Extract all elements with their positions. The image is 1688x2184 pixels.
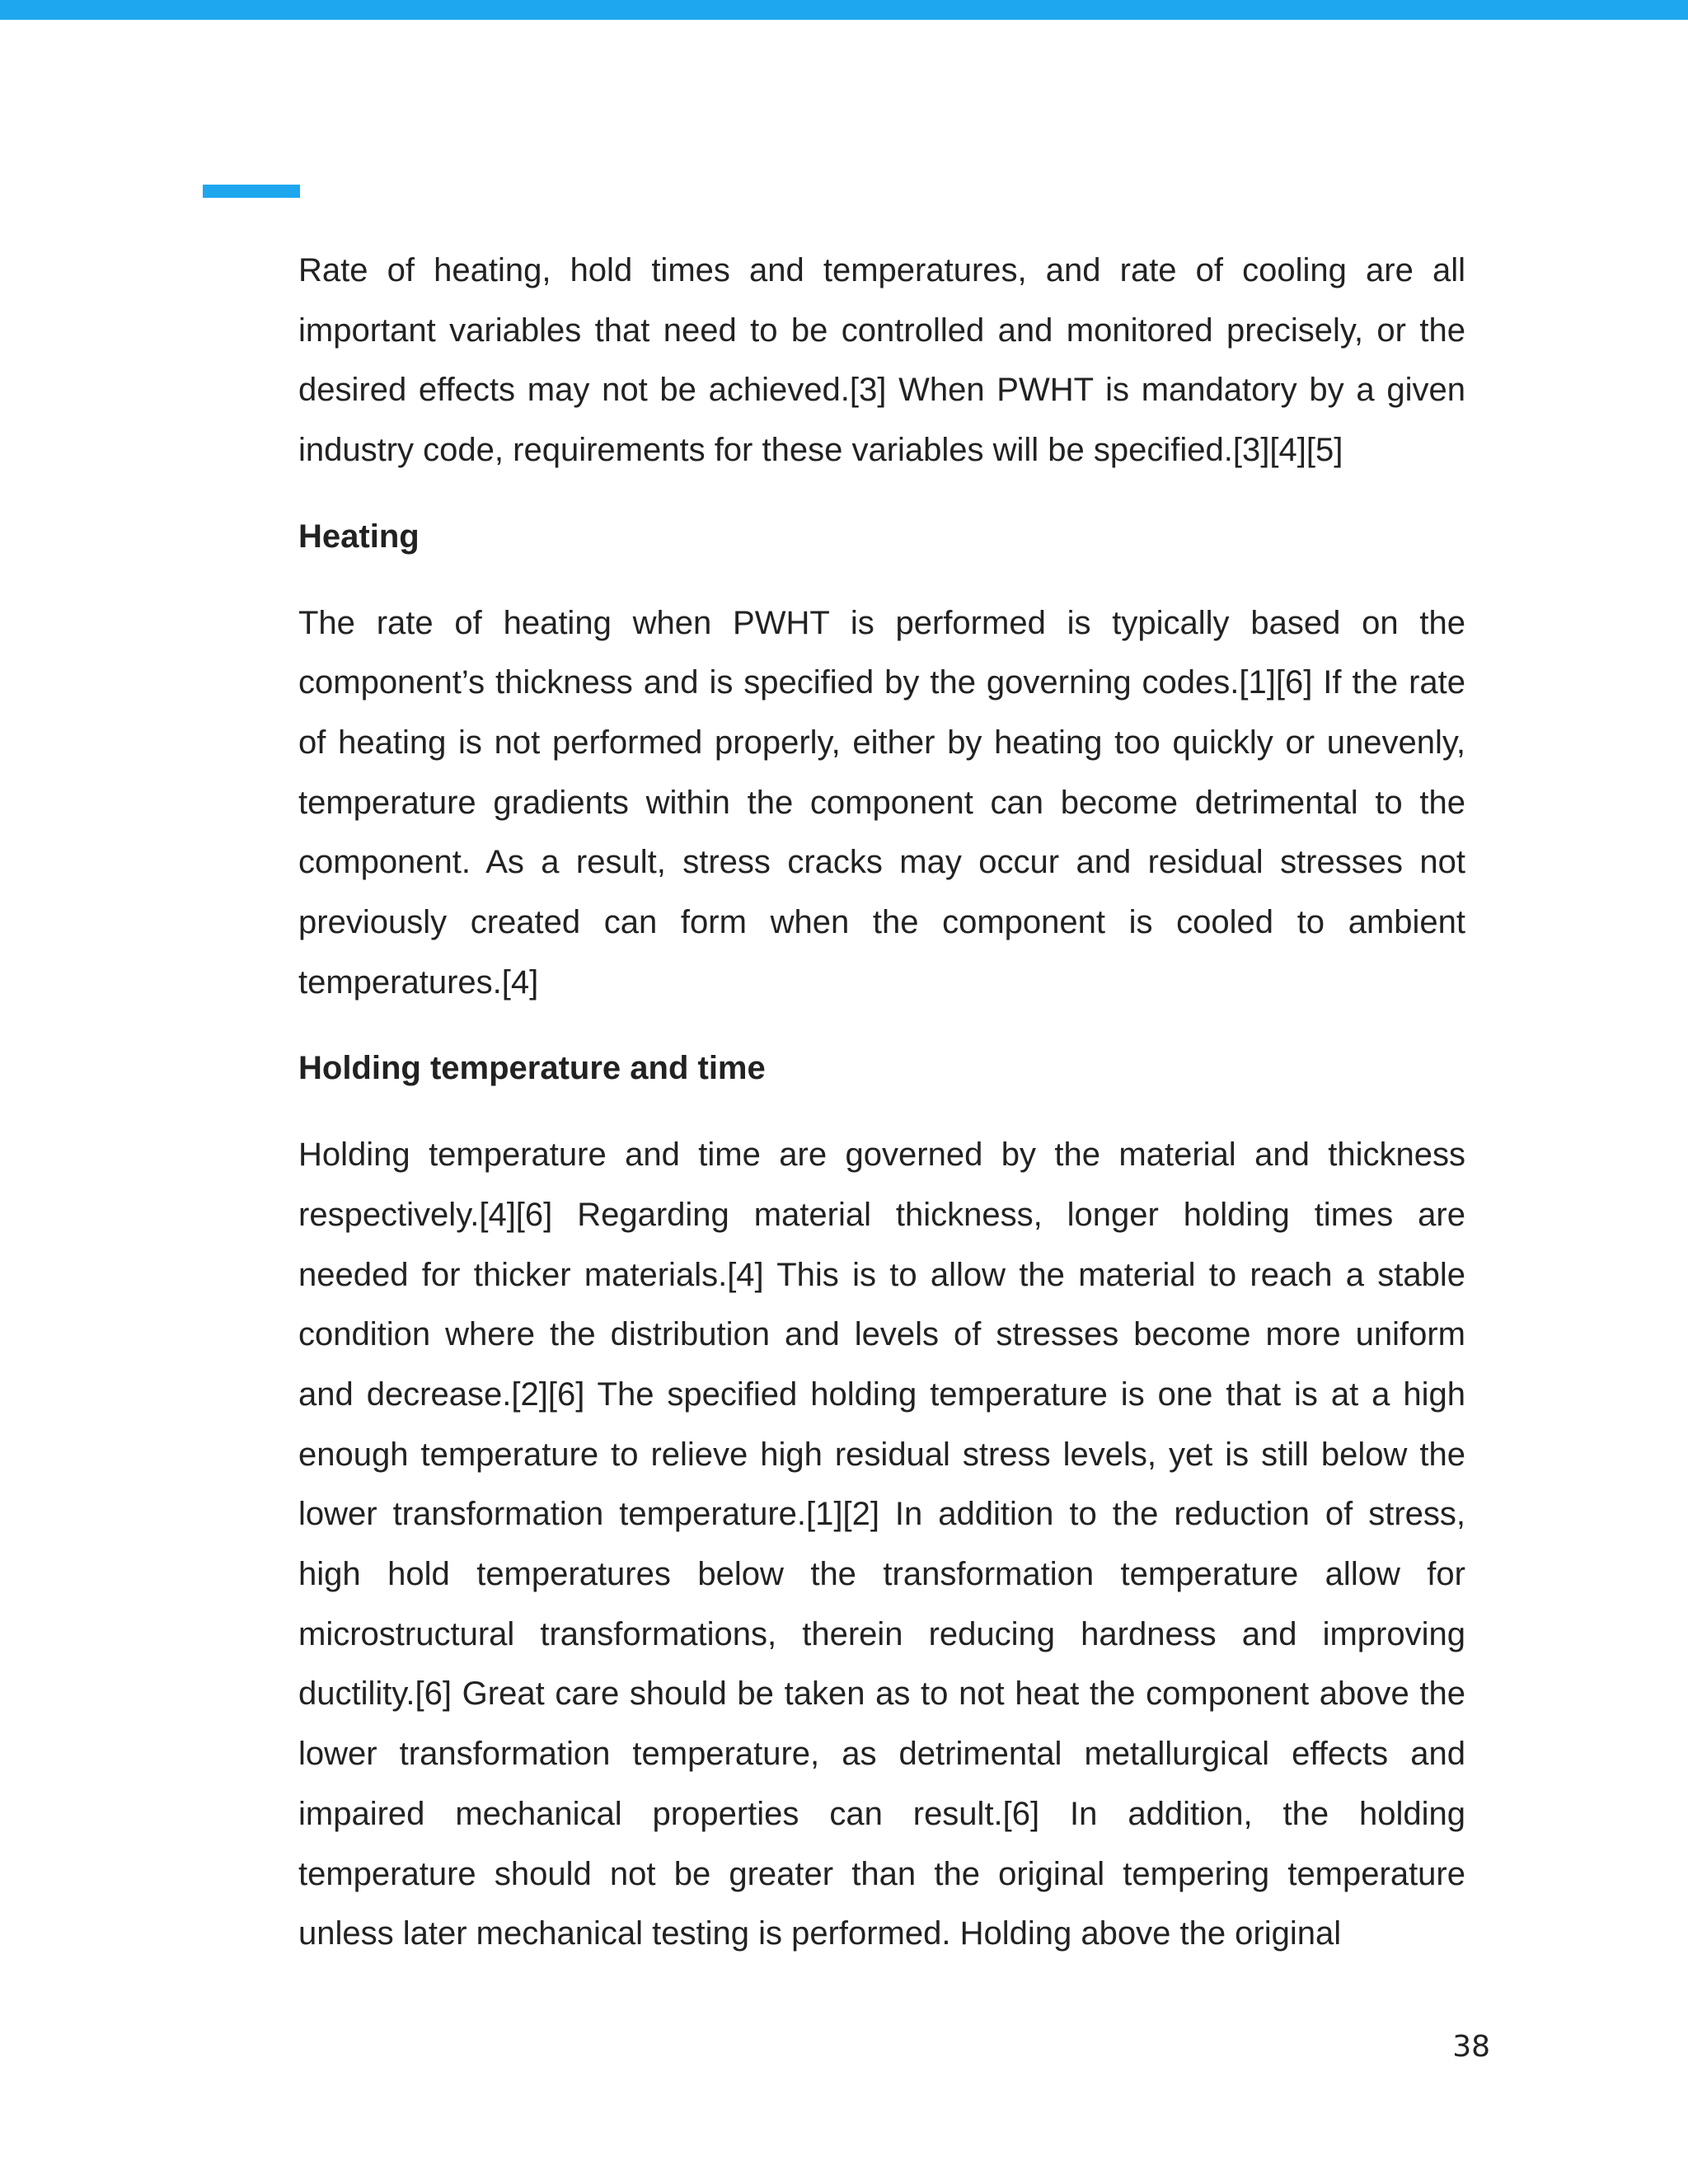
heading-holding-temperature: Holding temperature and time [298,1050,766,1087]
page-body [298,241,1465,1964]
intro-paragraph: Rate of heating, hold times and temperatures, and rate of cooling are all important variables that need to be controlled and monitored precisely, or the desired effects may not be achieved.[3] When PWHT is mandatory by a given industry code, requirements for these variables will be specified.[3][4][5] [298,252,1465,469]
page-number: 38 [1452,2030,1490,2064]
holding-paragraph: Holding temperature and time are governed by the material and thickness respectively.[4][6] Regarding material thickness, longer holding times are needed for thicker materials.[4] This is to allow the material to reach a stable condition where the distribution and levels of stresses become more uniform and decrease.[2][6] The specified holding temperature is one that is at a high enough temperature to relieve high residual stress levels, yet is still below the lower transformation temperature.[1][2] In addition to the reduction of stress, high hold temperatures below the transformation temperature allow for microstructural transformations, therein reducing hardness and improving ductility.[6] Great care should be taken as to not heat the component above the lower transformation temperature, as detrimental metallurgical effects and impaired mechanical properties can result.[6] In addition, the holding temperature should not be greater than the original tempering temperature unless later mechanical testing is performed. Holding above the original [298,1137,1465,1952]
top-accent-bar [0,0,1688,20]
heating-paragraph: The rate of heating when PWHT is performed is typically based on the component’s thickness and is specified by the governing codes.[1][6] If the rate of heating is not performed properly, either by heating too quickly or unevenly, temperature gradients within the component can become detrimental to the component. As a result, stress cracks may occur and residual stresses not previously created can form when the component is cooled to ambient temperatures.[4] [298,604,1465,1001]
section-accent-mark [203,185,300,198]
heading-heating: Heating [298,518,420,555]
